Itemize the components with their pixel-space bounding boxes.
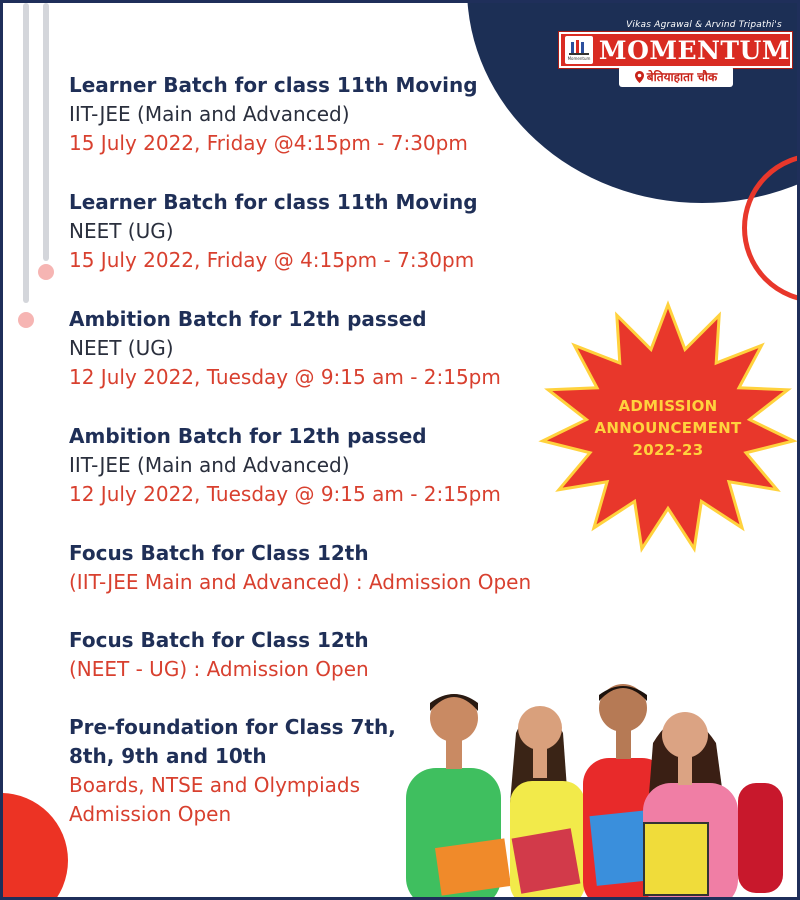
batch-schedule: (IIT-JEE Main and Advanced) : Admission Open — [69, 570, 532, 594]
student-figure — [510, 706, 585, 900]
pink-dot-decoration — [38, 264, 54, 280]
batch-title: Ambition Batch for 12th passed — [69, 424, 427, 448]
navy-circle-decoration — [467, 0, 800, 203]
batch-title: Ambition Batch for 12th passed — [69, 307, 427, 331]
announcement-line: ADMISSION — [618, 397, 718, 415]
batch-schedule: 15 July 2022, Friday @ 4:15pm - 7:30pm — [69, 248, 475, 272]
student-figure — [406, 694, 511, 900]
brand-name: MOMENTUM — [598, 35, 790, 65]
batch-schedule: 12 July 2022, Tuesday @ 9:15 am - 2:15pm — [69, 365, 501, 389]
student-figure — [643, 712, 783, 900]
red-circle-decoration — [0, 793, 68, 900]
batch-subtitle: IIT-JEE (Main and Advanced) — [69, 453, 350, 477]
batch-title: Learner Batch for class 11th Moving — [69, 73, 478, 97]
batch-schedule: 15 July 2022, Friday @4:15pm - 7:30pm — [69, 131, 468, 155]
emblem-label: Momentum — [567, 56, 591, 61]
batch-schedule-continued: Admission Open — [69, 802, 232, 826]
batch-title: Learner Batch for class 11th Moving — [69, 190, 478, 214]
batch-entry — [69, 713, 396, 829]
batch-schedule: 12 July 2022, Tuesday @ 9:15 am - 2:15pm — [69, 482, 501, 506]
batch-entry — [69, 422, 501, 509]
announcement-year: 2022-23 — [632, 441, 704, 459]
batch-entry — [69, 71, 478, 158]
admission-announcement — [533, 395, 800, 461]
batch-title: Focus Batch for Class 12th — [69, 628, 369, 652]
brand-tagline: Vikas Agrawal & Arvind Tripathi's — [626, 20, 782, 30]
batch-subtitle: IIT-JEE (Main and Advanced) — [69, 102, 350, 126]
batch-schedule: Boards, NTSE and Olympiads — [69, 773, 361, 797]
batch-subtitle: NEET (UG) — [69, 219, 174, 243]
announcement-line: ANNOUNCEMENT — [594, 419, 742, 437]
batch-entry — [69, 188, 478, 275]
batch-subtitle: NEET (UG) — [69, 336, 174, 360]
batch-entry — [69, 626, 369, 684]
batch-title: Focus Batch for Class 12th — [69, 541, 369, 565]
gray-line-decoration — [23, 3, 29, 303]
pink-dot-decoration — [18, 312, 34, 328]
students-photo — [398, 673, 798, 900]
batch-entry — [69, 305, 501, 392]
batch-schedule: (NEET - UG) : Admission Open — [69, 657, 369, 681]
brand-location — [619, 66, 733, 87]
location-label: बेतियाहाता चौक — [646, 70, 718, 84]
momentum-emblem-icon — [565, 36, 593, 64]
batch-title: Pre-foundation for Class 7th, — [69, 715, 396, 739]
batch-title-continued: 8th, 9th and 10th — [69, 744, 267, 768]
brand-logo — [559, 32, 792, 68]
batch-entry — [69, 539, 531, 597]
gray-line-decoration — [43, 3, 49, 261]
location-pin-icon — [635, 71, 644, 83]
